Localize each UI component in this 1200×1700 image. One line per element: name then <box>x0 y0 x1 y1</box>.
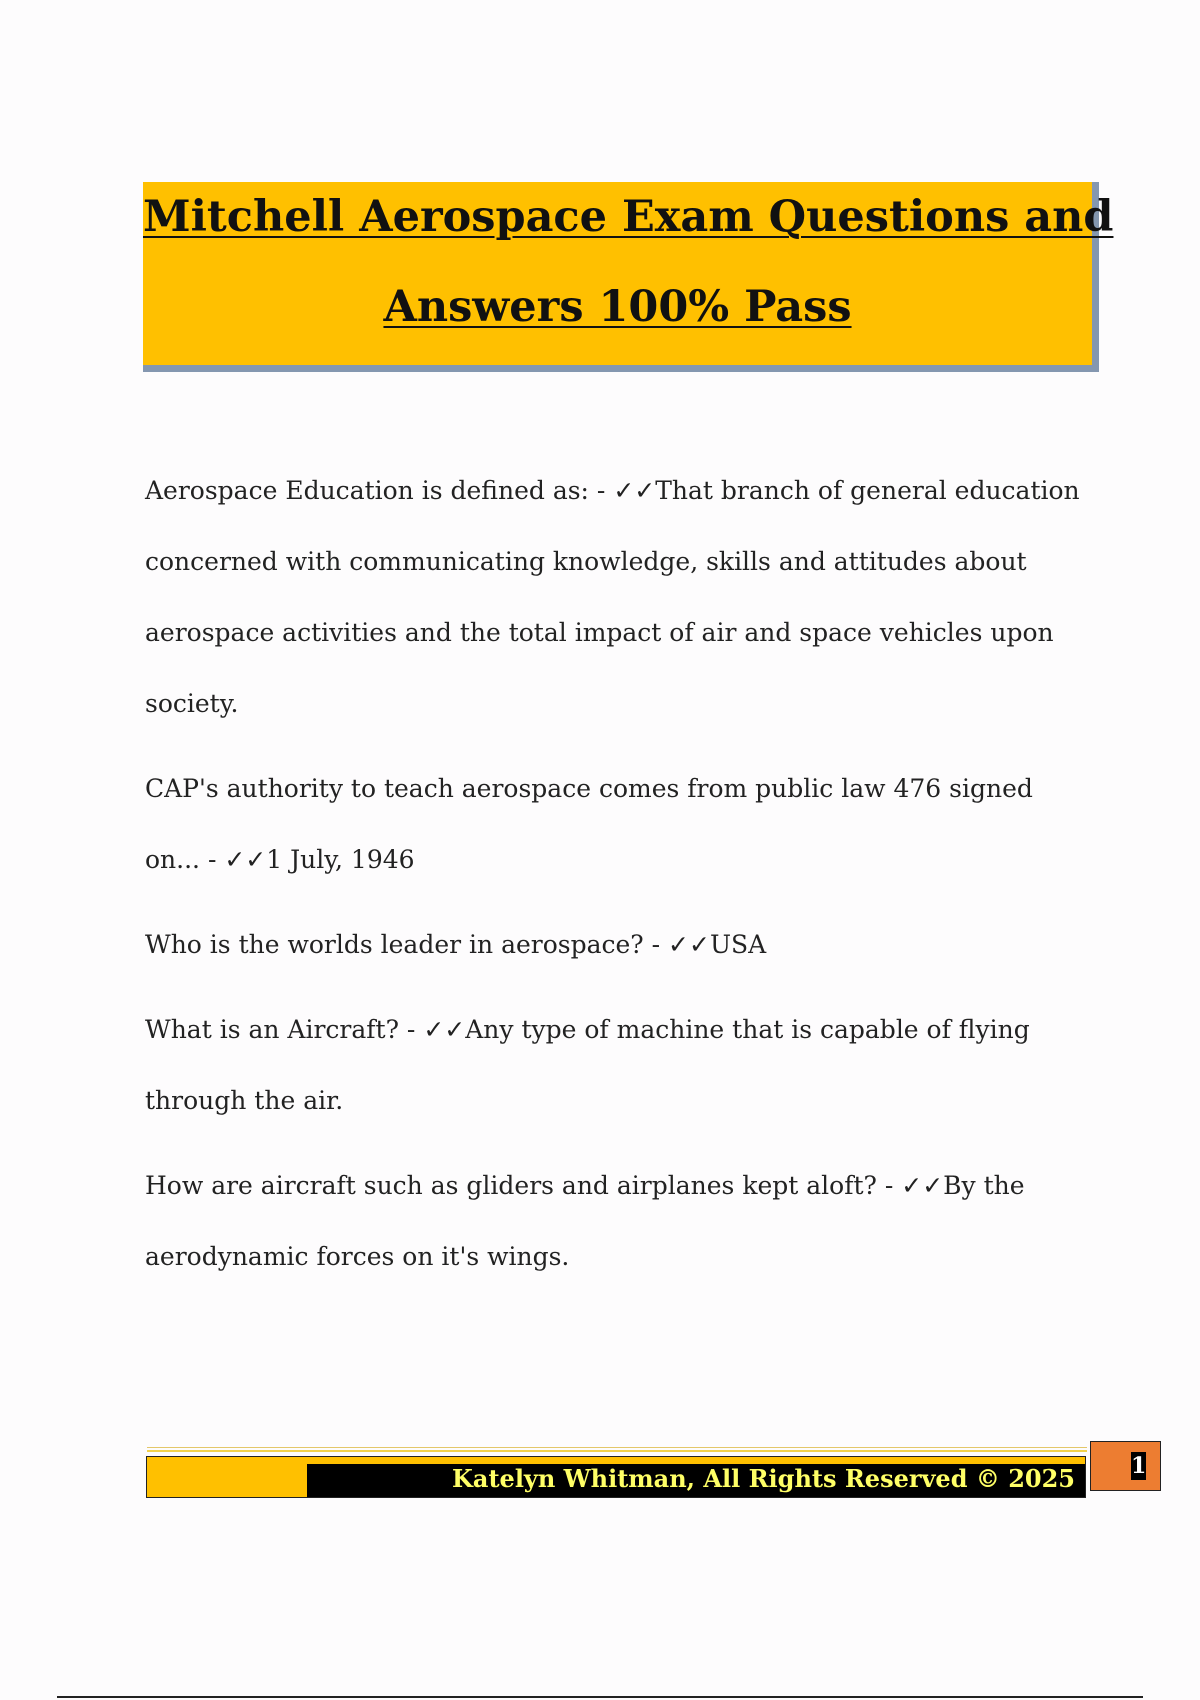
double-check-icon: ✓✓ <box>901 1171 944 1200</box>
qa-item <box>145 909 1095 980</box>
answer-text: USA <box>709 930 767 959</box>
qa-item <box>145 1150 1095 1292</box>
footer-divider <box>147 1450 1087 1452</box>
qa-item <box>145 994 1095 1136</box>
qa-item <box>145 455 1095 739</box>
question-text: CAP's authority to teach aerospace comes from public law 476 signed on... - <box>145 774 1033 874</box>
question-text: Who is the worlds leader in aerospace? - <box>145 930 669 959</box>
title-banner <box>143 182 1114 372</box>
footer-bar <box>146 1456 1086 1498</box>
question-text: Aerospace Education is defined as: - <box>145 476 614 505</box>
document-title-line-1: Mitchell Aerospace Exam Questions and <box>143 192 1114 242</box>
page-bottom-divider <box>57 1696 1143 1698</box>
question-text: How are aircraft such as gliders and airplanes kept aloft? - <box>145 1171 902 1200</box>
question-text: What is an Aircraft? - <box>145 1015 424 1044</box>
double-check-icon: ✓✓ <box>224 845 267 874</box>
answer-text: 1 July, 1946 <box>266 845 415 874</box>
copyright-text: Katelyn Whitman, All Rights Reserved © 2025 <box>452 1464 1075 1493</box>
page-number: 1 <box>1131 1453 1147 1479</box>
qa-list <box>145 455 1095 1306</box>
footer-divider <box>147 1447 1087 1448</box>
answer-text: That branch of general education concerned with communicating knowledge, skills and attitudes about aerospace activities and the total impact of air and space vehicles upon society. <box>145 476 1080 718</box>
document-title-line-2: Answers 100% Pass <box>383 282 852 332</box>
double-check-icon: ✓✓ <box>668 930 710 959</box>
answer-text: Any type of machine that is capable of flying through the air. <box>145 1015 1030 1115</box>
qa-item <box>145 753 1095 895</box>
double-check-icon: ✓✓ <box>423 1015 466 1044</box>
double-check-icon: ✓✓ <box>613 476 656 505</box>
answer-text: By the aerodynamic forces on it's wings. <box>145 1171 1025 1271</box>
footer-copyright-band <box>307 1464 1085 1497</box>
page-number-box <box>1090 1441 1161 1491</box>
